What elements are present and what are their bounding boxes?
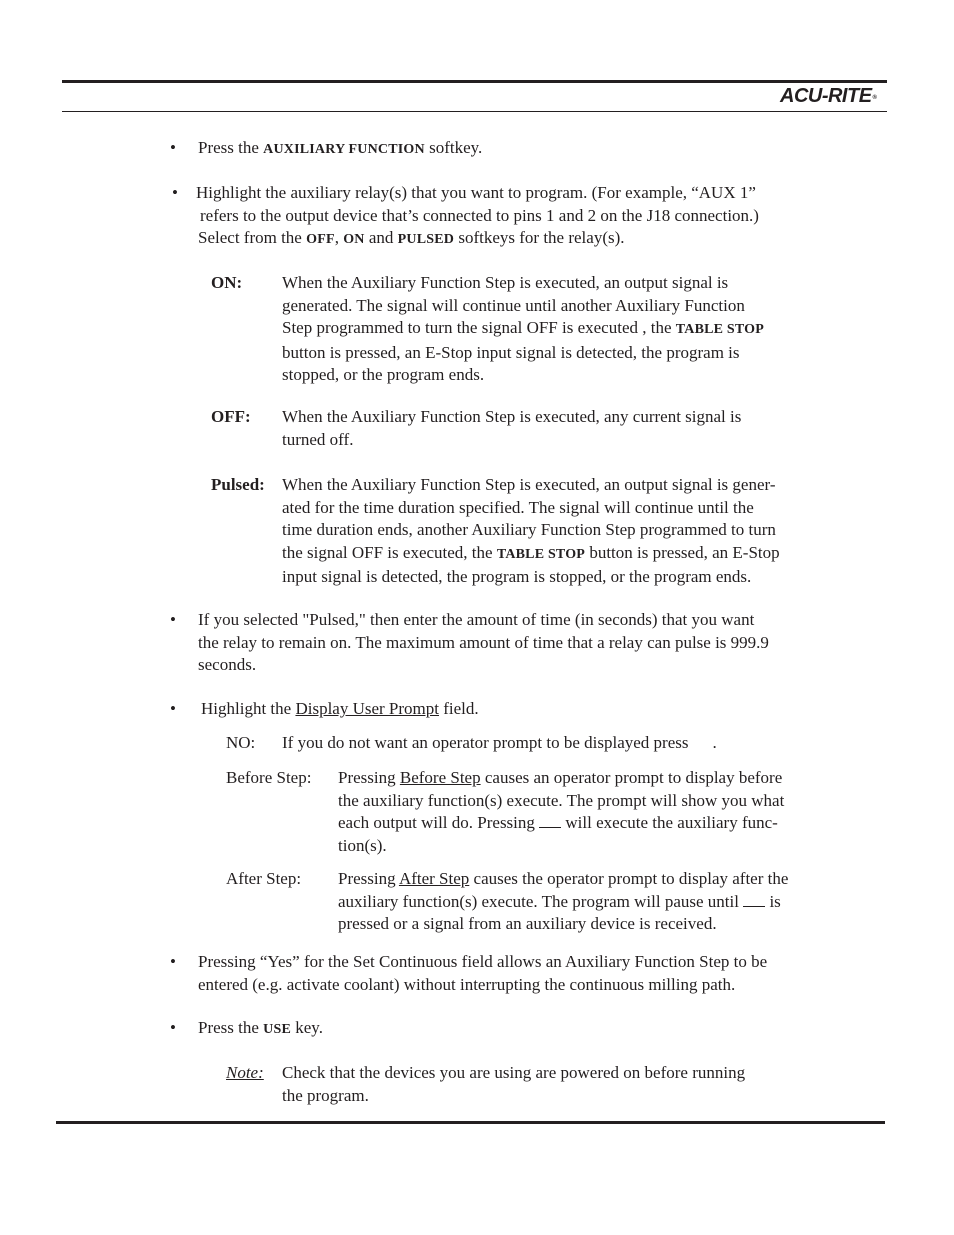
key-blank xyxy=(743,892,765,907)
pulsed-softkey: PULSED xyxy=(397,232,455,247)
bullet: • xyxy=(172,183,178,202)
note-label: Note: xyxy=(226,1063,264,1082)
step-pulsed-duration: If you selected "Pulsed," then enter the amount of time (in seconds) that you want the relay to remain on. The maximum amount of time that a relay can pulse is 999.9 seconds. xyxy=(198,610,769,674)
key-blank xyxy=(539,813,561,828)
aux-function-softkey: AUXILIARY FUNCTION xyxy=(263,142,425,157)
display-user-prompt-field: Display User Prompt xyxy=(295,699,439,718)
header-rule-thick xyxy=(62,80,887,83)
step-press-aux-function: Press the AUXILIARY FUNCTION softkey. xyxy=(198,138,483,157)
step-highlight-relay: Highlight the auxiliary relay(s) that you want to program. (For example, “AUX 1” refers to the output device that’s connected to pins 1 and 2 on the J18 connection.) Select from the OFF, ON and PULSED softkeys for the relay(s). xyxy=(196,183,759,247)
after-step-option: After Step xyxy=(398,869,470,888)
table-stop-key: TABLE STOP xyxy=(496,546,586,562)
before-step-option: Before Step xyxy=(399,768,481,787)
before-step-description: Pressing Before Step causes an operator prompt to display before the auxiliary function(s) execute. The prompt will show you what each output will do. Pressing will execute the auxiliary func- tion(s). xyxy=(338,768,785,855)
on-description: When the Auxiliary Function Step is executed, an output signal is generated. The signal will continue until another Auxiliary Function Step programmed to turn the signal OFF is executed , the TABLE STOP button is pressed, an E-Stop input signal is detected, the program is stopped, or the program ends. xyxy=(282,273,765,384)
acu-rite-logo: ACU-RITE® xyxy=(780,85,877,107)
pulsed-label: Pulsed: xyxy=(211,475,265,494)
no-description: If you do not want an operator prompt to be displayed press . xyxy=(282,733,717,752)
footer-rule xyxy=(56,1121,885,1124)
use-key: USE xyxy=(263,1022,292,1037)
on-softkey: ON xyxy=(343,232,365,247)
bullet: • xyxy=(170,952,176,971)
step-press-use: Press the USE key. xyxy=(198,1018,323,1037)
off-label: OFF: xyxy=(211,407,251,426)
off-softkey: OFF xyxy=(306,232,335,247)
bullet: • xyxy=(170,138,176,157)
bullet: • xyxy=(170,1018,176,1037)
note-text: Check that the devices you are using are powered on before running the program. xyxy=(282,1063,746,1105)
after-step-label: After Step: xyxy=(226,869,302,888)
bullet: • xyxy=(170,699,176,718)
no-label: NO: xyxy=(226,733,256,752)
on-label: ON: xyxy=(211,273,243,292)
table-stop-key: TABLE STOP xyxy=(675,322,765,337)
header-rule-thin xyxy=(62,111,887,112)
after-step-description: Pressing After Step causes the operator prompt to display after the auxiliary function(s) execute. The program will pause until is pressed or a signal from an auxiliary device is received. xyxy=(338,869,789,933)
step-set-continuous: Pressing “Yes” for the Set Continuous field allows an Auxiliary Function Step to be entered (e.g. activate coolant) without interrupting the continuous milling path. xyxy=(198,952,768,994)
bullet: • xyxy=(170,610,176,629)
step-highlight-prompt: Highlight the Display User Prompt field. xyxy=(201,699,479,718)
off-description: When the Auxiliary Function Step is executed, any current signal is turned off. xyxy=(282,407,742,449)
pulsed-description: When the Auxiliary Function Step is executed, an output signal is gener- ated for the time duration specified. The signal will continue until the time duration ends, another Auxiliary Function Step programmed to turn the signal OFF is executed, the TABLE STOP button is pressed, an E-Stop input signal is detected, the program is stopped, or the program ends. xyxy=(282,475,780,586)
before-step-label: Before Step: xyxy=(226,768,312,787)
